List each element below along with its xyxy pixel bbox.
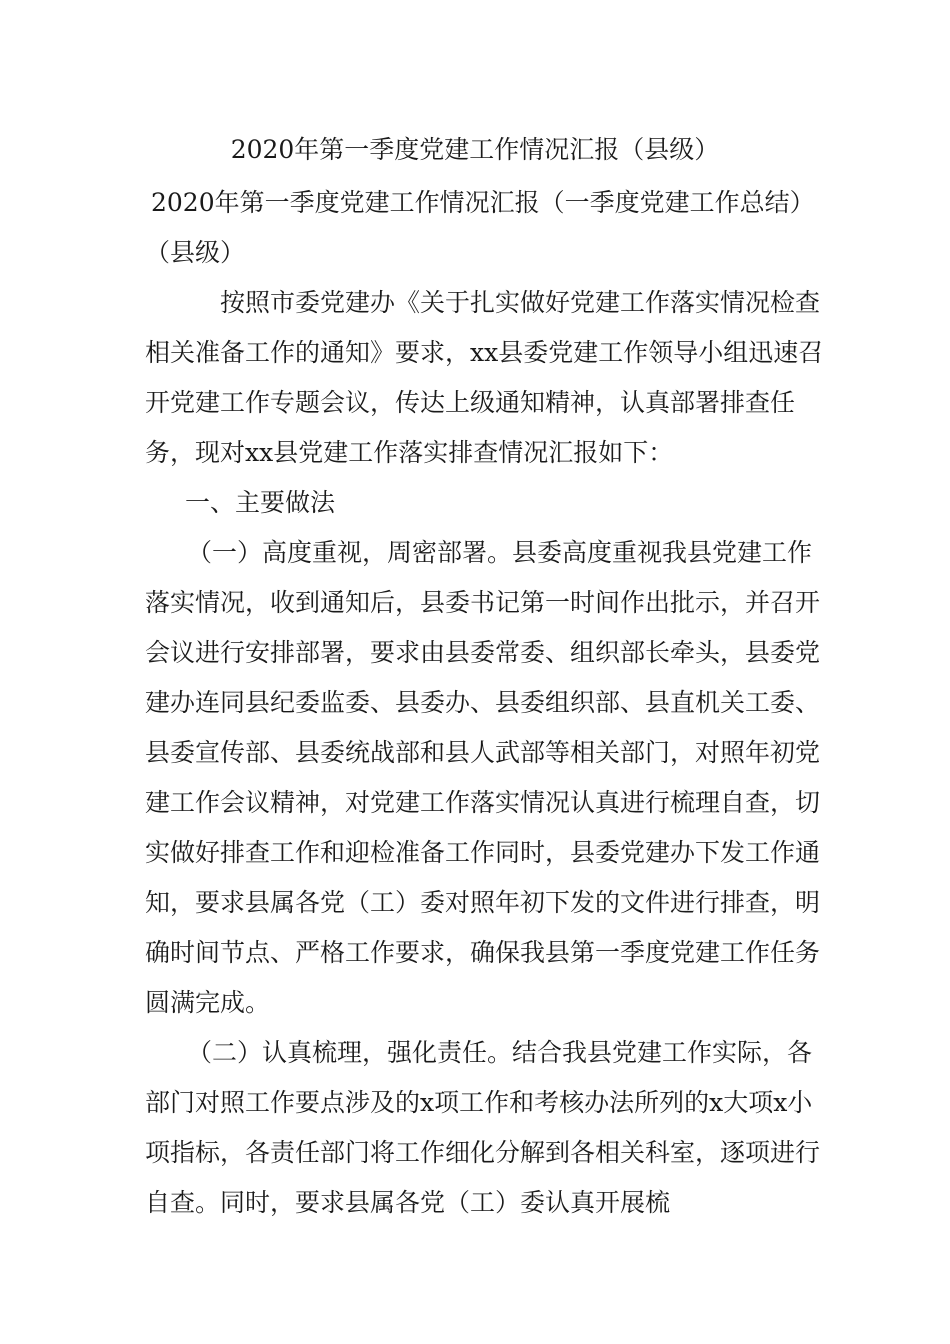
document-body [145,178,825,1228]
document-subtitle: 2020年第一季度党建工作情况汇报（一季度党建工作总结）（县级） [145,188,815,267]
paragraph-high-priority: （一）高度重视，周密部署。县委高度重视我县党建工作落实情况，收到通知后，县委书记第一时间作出批示，并召开会议进行安排部署，要求由县委常委、组织部长牵头，县委党建办连同县纪委监委、县委办、县委组织部、县直机关工委、县委宣传部、县委统战部和县人武部等相关部门，对照年初党建工作会议精神，对党建工作落实情况认真进行梳理自查，切实做好排查工作和迎检准备工作同时，县委党建办下发工作通知，要求县属各党（工）委对照年初下发的文件进行排查，明确时间节点、严格工作要求，确保我县第一季度党建工作任务圆满完成。 [145,538,821,1017]
section-heading-main-practices: 一、主要做法 [185,488,336,517]
document-title: 2020年第一季度党建工作情况汇报（县级） [230,135,720,164]
intro-paragraph: 按照市委党建办《关于扎实做好党建工作落实情况检查相关准备工作的通知》要求，xx县委党建工作领导小组迅速召开党建工作专题会议，传达上级通知精神，认真部署排查任务，现对xx县党建工作落实排查情况汇报如下： [145,288,824,467]
paragraph-careful-review: （二）认真梳理，强化责任。结合我县党建工作实际，各部门对照工作要点涉及的x项工作和考核办法所列的x大项x小项指标，各责任部门将工作细化分解到各相关科室，逐项进行自查。同时，要求县属各党（工）委认真开展梳 [145,1038,821,1217]
